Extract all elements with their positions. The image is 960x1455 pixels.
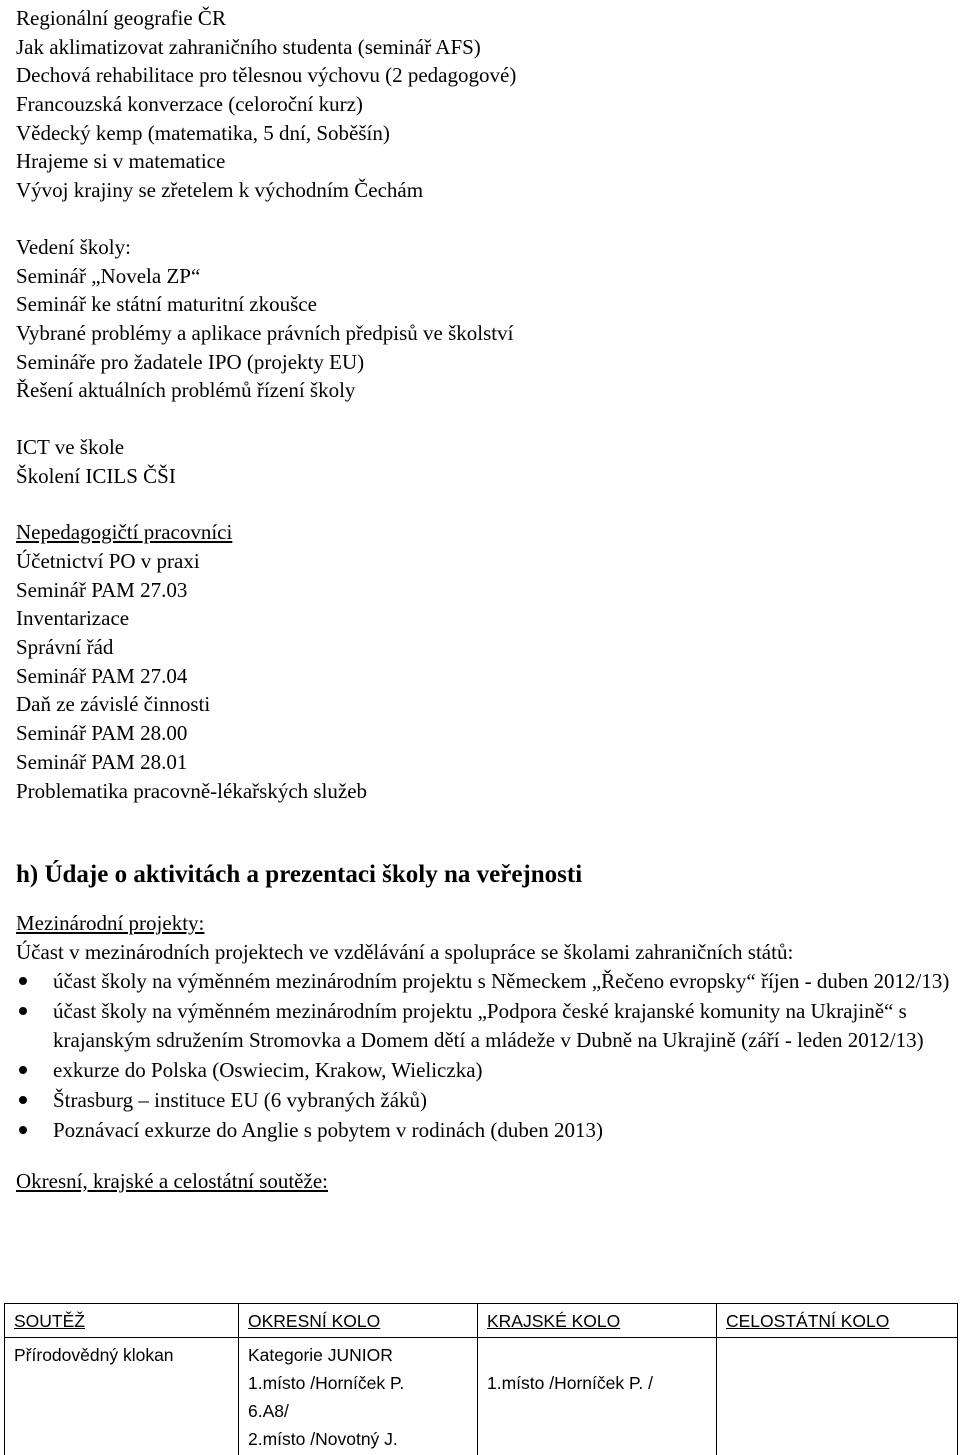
course-item: Účetnictví PO v praxi: [16, 547, 956, 576]
course-item: Inventarizace: [16, 604, 956, 633]
document-page: [16, 4, 956, 1195]
nepedagogicti-title: Nepedagogičtí pracovníci: [16, 518, 956, 547]
cell-line: 1.místo /Horníček P.: [248, 1369, 469, 1397]
list-item: Poznávací exkurze do Anglie s pobytem v rodinách (duben 2013): [16, 1116, 956, 1145]
cell-line: 2.místo /Novotný J.: [248, 1425, 469, 1453]
course-item: Seminář PAM 27.04: [16, 662, 956, 691]
vedeni-skoly-title: Vedení školy:: [16, 233, 956, 262]
course-item: Seminář „Novela ZP“: [16, 262, 956, 291]
cell-soutez: Přírodovědný klokan: [5, 1338, 239, 1455]
spacer: [487, 1341, 708, 1369]
course-item: Seminář ke státní maturitní zkoušce: [16, 290, 956, 319]
table-row: [5, 1338, 958, 1455]
course-item: Správní řád: [16, 633, 956, 662]
course-item: Seminář PAM 28.00: [16, 719, 956, 748]
course-item: Dechová rehabilitace pro tělesnou výchovu (2 pedagogové): [16, 61, 956, 90]
cell-celostatni: [717, 1338, 958, 1455]
competitions-table: [4, 1303, 958, 1455]
ict-title: ICT ve škole: [16, 433, 956, 462]
vedeni-skoly-section: [16, 233, 956, 405]
course-item: Daň ze závislé činnosti: [16, 690, 956, 719]
projects-bullet-list: [16, 967, 956, 1145]
course-item: Školení ICILS ČŠI: [16, 462, 956, 491]
list-item: Štrasburg – instituce EU (6 vybraných žáků): [16, 1086, 956, 1115]
spacer: [16, 405, 956, 433]
course-item: Hrajeme si v matematice: [16, 147, 956, 176]
mezinarodni-intro: Účast v mezinárodních projektech ve vzdělávání a spolupráce se školami zahraničních států:: [16, 938, 956, 967]
header-okresni-kolo: OKRESNÍ KOLO: [239, 1304, 478, 1338]
spacer: [16, 205, 956, 233]
course-item: Řešení aktuálních problémů řízení školy: [16, 376, 956, 405]
section-h-heading: h) Údaje o aktivitách a prezentaci školy na veřejnosti: [16, 859, 956, 891]
course-item: Seminář PAM 28.01: [16, 748, 956, 777]
header-celostatni-kolo: CELOSTÁTNÍ KOLO: [717, 1304, 958, 1338]
course-item: Seminář PAM 27.03: [16, 576, 956, 605]
course-item: Vybrané problémy a aplikace právních předpisů ve školství: [16, 319, 956, 348]
course-item: Francouzská konverzace (celoroční kurz): [16, 90, 956, 119]
cell-line: Kategorie JUNIOR: [248, 1341, 469, 1369]
mezinarodni-projekty-title: Mezinárodní projekty:: [16, 909, 956, 938]
list-item: účast školy na výměnném mezinárodním projektu „Podpora české krajanské komunity na Ukrajině“ s krajanským sdružením Stromovka a Domem dětí a mládeže v Dubně na Ukrajině (září - leden 2012/13): [16, 997, 956, 1055]
course-item: Vědecký kemp (matematika, 5 dní, Soběšín): [16, 119, 956, 148]
cell-line: 6.A8/: [248, 1397, 469, 1425]
top-course-list: [16, 4, 956, 205]
course-item: Regionální geografie ČR: [16, 4, 956, 33]
list-item: účast školy na výměnném mezinárodním projektu s Německem „Řečeno evropsky“ říjen - duben 2012/13): [16, 967, 956, 996]
cell-krajske: [478, 1338, 717, 1455]
cell-okresni: [239, 1338, 478, 1455]
table-header-row: [5, 1304, 958, 1338]
nepedagogicti-section: [16, 518, 956, 805]
ict-section: [16, 433, 956, 490]
list-item: exkurze do Polska (Oswiecim, Krakow, Wieliczka): [16, 1056, 956, 1085]
header-krajske-kolo: KRAJSKÉ KOLO: [478, 1304, 717, 1338]
course-item: Semináře pro žadatele IPO (projekty EU): [16, 348, 956, 377]
course-item: Jak aklimatizovat zahraničního studenta (seminář AFS): [16, 33, 956, 62]
souteze-title: Okresní, krajské a celostátní soutěže:: [16, 1167, 956, 1196]
spacer: [16, 490, 956, 518]
header-soutez: SOUTĚŽ: [5, 1304, 239, 1338]
course-item: Problematika pracovně-lékařských služeb: [16, 777, 956, 806]
mezinarodni-projekty-section: [16, 909, 956, 1195]
course-item: Vývoj krajiny se zřetelem k východním Čechám: [16, 176, 956, 205]
cell-line: 1.místo /Horníček P. /: [487, 1369, 708, 1397]
